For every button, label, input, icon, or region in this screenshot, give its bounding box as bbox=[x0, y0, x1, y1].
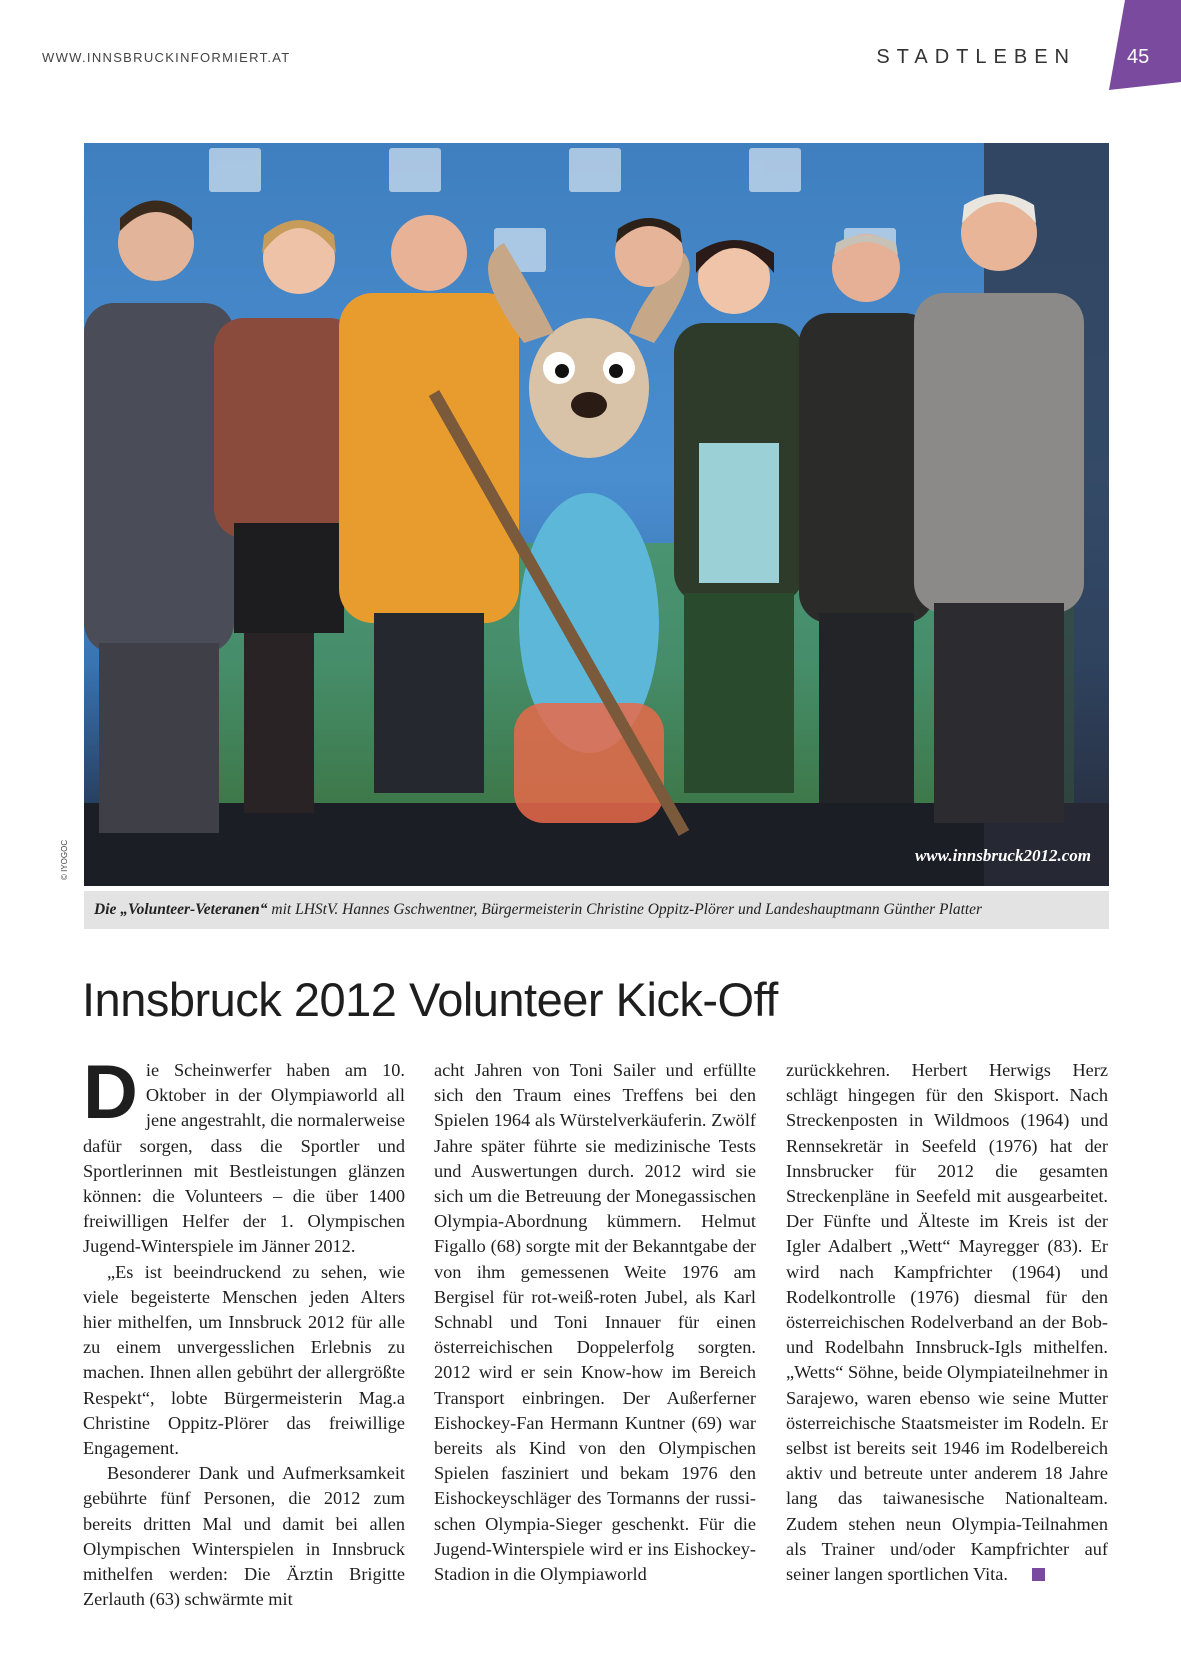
person-5 bbox=[674, 240, 804, 793]
page-number: 45 bbox=[1127, 46, 1150, 68]
paragraph-2: „Es ist beeindruckend zu sehen, wie viele begeisterte Menschen jeden Alters hier mithelfen, um Innsbruck 2012 für alle zu einem unvergesslichen Erlebnis zu machen. Ihnen allen gebührt der allergrößte Respekt“, lobte Bürgermeisterin Mag.a Christine Oppitz-Plörer das freiwillige Engagement. bbox=[83, 1261, 405, 1459]
person-4 bbox=[615, 218, 683, 287]
event-photo bbox=[84, 143, 1109, 886]
caption-text: mit LHStV. Hannes Gschwentner, Bürgermeisterin Christine Oppitz-Plörer und Landeshauptmann Günther Platter bbox=[267, 901, 983, 918]
paragraph-5-text: zurückkehren. Herbert Herwigs Herz schlägt hingegen für den Skisport. Nach Streckenposten in Wildmoos (1964) und Rennsekretär in Seefeld (1976) hat der Innsbrucker für 2012 die gesamten Streckenpläne in Seefeld mit ausgearbeitet. Der Fünfte und Älteste im Kreis ist der Igler Adalbert „Wett“ Mayregger (83). Er wird nach Kampfrichter (1964) und Rodelkontrolle (1976) diesmal für den österreichischen Rodelverband an der Bob- und Rodelbahn Innsbruck-Igls mithelfen. „Wetts“ Söhne, beide Olympiateilnehmer in Sarajewo, waren ebenso wie seine Mutter österreichische Staatsmeister im Rodeln. Er selbst ist bereits seit 1946 im Rodelbereich aktiv und betreute unter anderem 18 Jahre lang das taiwanesische Nationalteam. Zudem stehen neun Olympia-Teilnahmen als Trainer und/oder Kampfrichter auf seiner langen sportlichen Vita. bbox=[786, 1060, 1108, 1585]
article-column-1 bbox=[83, 1050, 405, 1618]
section-title: STADTLEBEN bbox=[876, 46, 1076, 68]
page-number-tab bbox=[1105, 0, 1181, 90]
person-1 bbox=[84, 201, 234, 834]
article-headline: Innsbruck 2012 Volunteer Kick-Off bbox=[82, 973, 778, 1026]
paragraph-5 bbox=[786, 1058, 1108, 1587]
paragraph-1-text: ie Scheinwerfer haben am 10. Oktober in der Olympiaworld all jene angestrahlt, die normalerweise dafür sorgen, dass die Sportler und Sportlerinnen mit Bestleistungen glänzen können: die Volunteers – die über 1400 freiwilligen Helfer der 1. Olympischen Jugend-Winterspiele im Jänner 2012. bbox=[83, 1060, 405, 1257]
caption-bold: Die „Volunteer-Veteranen“ bbox=[94, 901, 268, 918]
photo-url-overlay: www.innsbruck2012.com bbox=[914, 846, 1091, 865]
event-photo-illustration bbox=[84, 143, 1109, 886]
page-tab-shape bbox=[1105, 0, 1181, 90]
paragraph-3: Besonderer Dank und Aufmerksamkeit gebührte fünf Personen, die 2012 zum bereits dritten Mal und damit bei allen Olympischen Winterspielen in Innsbruck mithelfen werden: Die Ärztin Brigitte Zerlauth (63) schwärmte mit bbox=[83, 1463, 405, 1610]
person-6 bbox=[799, 234, 934, 803]
photo-credit: © IYOGOC bbox=[60, 839, 69, 880]
paragraph-4: acht Jahren von Toni Sailer und erfüllte sich den Traum eines Treffens bei den Spielen 1964 als Würstelverkäuferin. Zwölf Jahre später führte sie medizinische Tests und Auswertungen durch. 2012 wird sie sich um die Betreuung der Monegassischen Olympia-Abordnung kümmern. Helmut Figallo (68) sorgte mit der Bekanntgabe der von ihm gemessenen Weite 1976 am Bergisel für rot-weiß-roten Jubel, als Karl Schnabl und Toni Innauer für einen österreichischen Doppelerfolg sorgten. 2012 wird er sein Know-how im Bereich Transport einbringen. Der Außerferner Eishockey-Fan Hermann Kuntner (69) war bereits als Kind von den Olympischen Spielen fasziniert und bekam 1976 den Eishockeyschläger des Tormanns der russischen Olympia-Sieger geschenkt. Für die Jugend-Winterspiele wird er ins Eishockey-Stadion in die Olympiaworld bbox=[434, 1060, 756, 1585]
article-column-3 bbox=[786, 1058, 1108, 1618]
end-of-article-mark bbox=[1032, 1568, 1045, 1581]
photo-caption bbox=[84, 891, 1109, 929]
drop-cap: D bbox=[83, 1050, 138, 1135]
article-column-2 bbox=[434, 1058, 756, 1618]
header-url: WWW.INNSBRUCKINFORMIERT.AT bbox=[42, 50, 291, 65]
paragraph-1 bbox=[83, 1050, 405, 1260]
